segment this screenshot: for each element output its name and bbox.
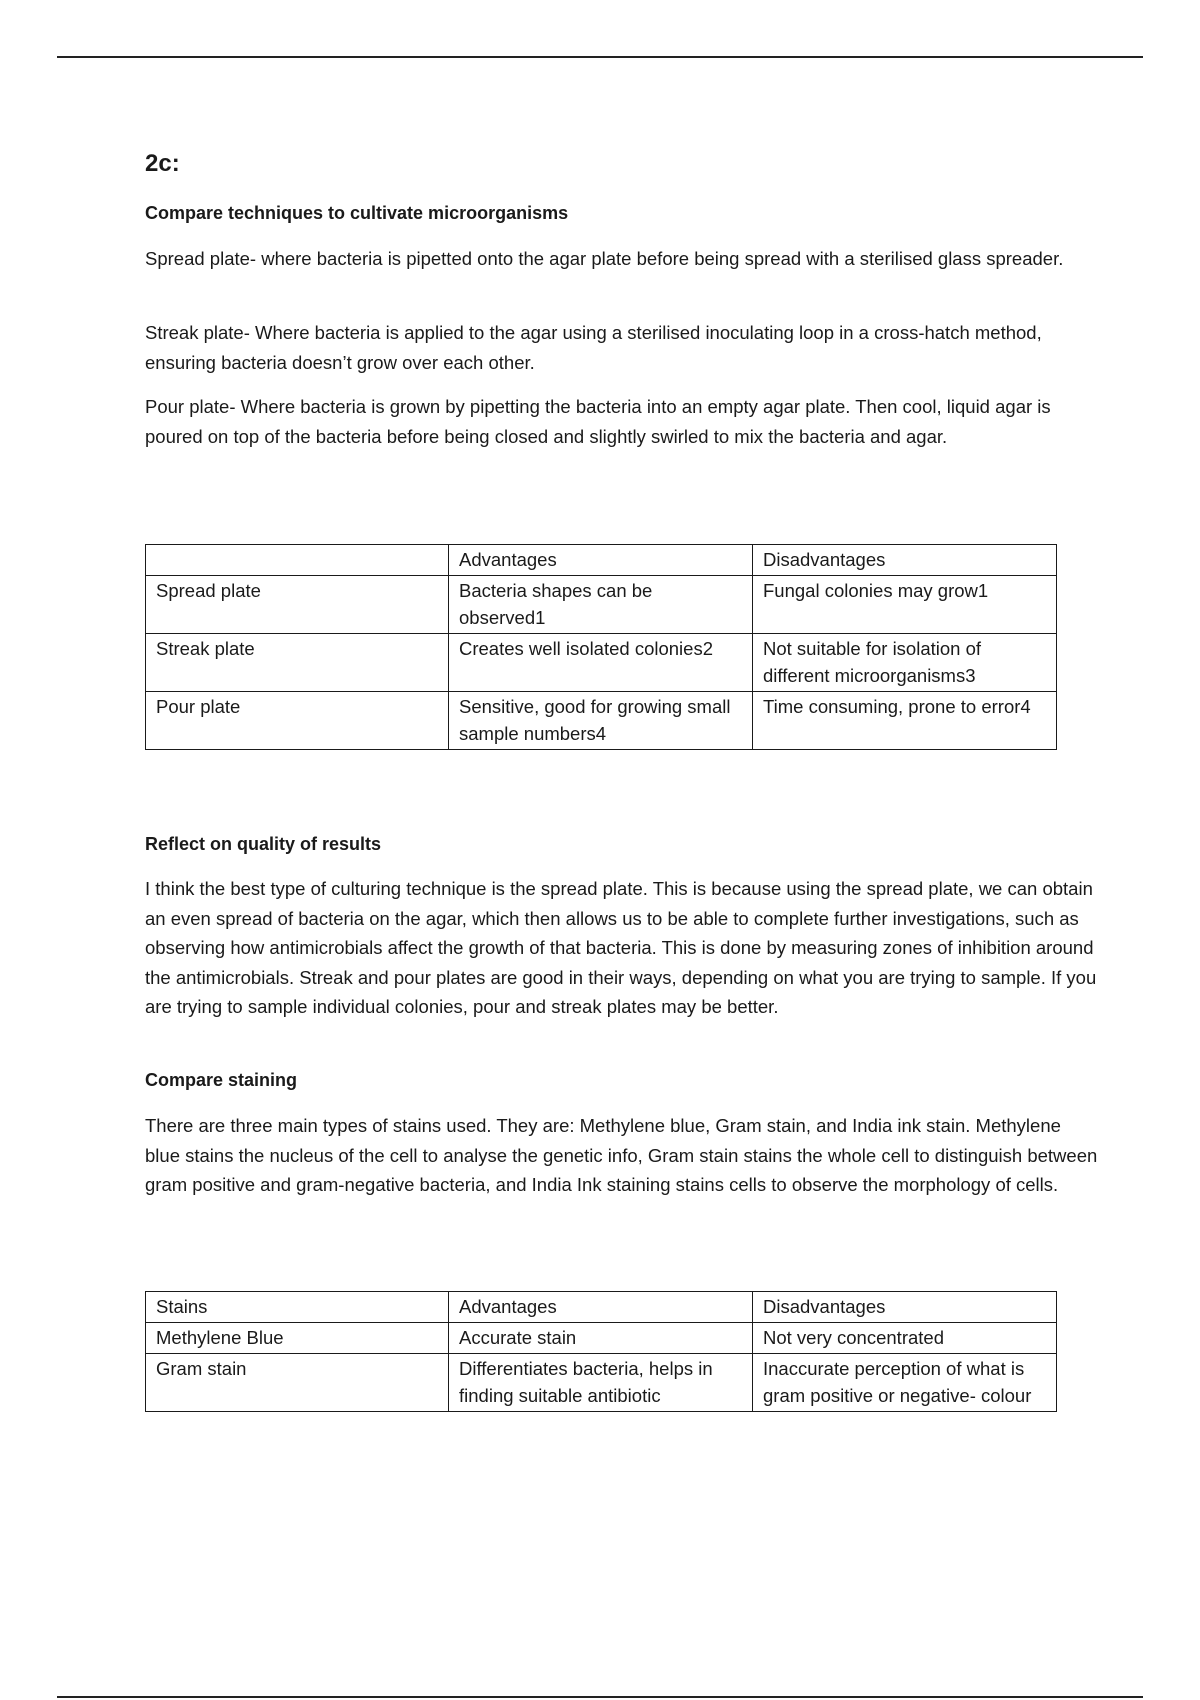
table-row: [146, 1354, 1057, 1412]
table-row: [146, 1323, 1057, 1354]
table-cell: Time consuming, prone to error4: [753, 692, 1057, 750]
reflect-paragraph: I think the best type of culturing technique is the spread plate. This is because using the spread plate, we can obtain an even spread of bacteria on the agar, which then allows us to be able to complete further investigations, such as observing how antimicrobials affect the growth of that bacteria. This is done by measuring zones of inhibition around the antimicrobials. Streak and pour plates are good in their ways, depending on what you are trying to sample. If you are trying to sample individual colonies, pour and streak plates may be better.: [145, 878, 1097, 1017]
table-header-cell: Disadvantages: [753, 545, 1057, 576]
streak-plate-paragraph: Streak plate- Where bacteria is applied to the agar using a sterilised inoculating loop in a cross-hatch method, ensuring bacteria doesn’t grow over each other.: [145, 322, 1042, 373]
table-cell: Sensitive, good for growing small sample numbers4: [449, 692, 753, 750]
table-cell: Gram stain: [146, 1354, 449, 1412]
table-cell: Pour plate: [146, 692, 449, 750]
table-cell: Fungal colonies may grow1: [753, 576, 1057, 634]
staining-subheading: Compare staining: [145, 1070, 298, 1090]
table-header-cell: Advantages: [449, 1292, 753, 1323]
table-header-row: [146, 1292, 1057, 1323]
table-cell: Not suitable for isolation of different microorganisms3: [753, 634, 1057, 692]
table-header-cell: [146, 545, 449, 576]
table-cell: Inaccurate perception of what is gram positive or negative- colour: [753, 1354, 1057, 1412]
staining-table: [145, 1291, 1057, 1412]
section-heading: 2c:: [145, 150, 180, 177]
table-cell: Streak plate: [146, 634, 449, 692]
table-header-cell: Disadvantages: [753, 1292, 1057, 1323]
table-row: [146, 692, 1057, 750]
table-cell: Differentiates bacteria, helps in finding suitable antibiotic: [449, 1354, 753, 1412]
reflect-subheading: Reflect on quality of results: [145, 834, 382, 854]
staining-paragraph: There are three main types of stains used. They are: Methylene blue, Gram stain, and India ink stain. Methylene blue stains the nucleus of the cell to analyse the genetic info, Gram stain stains the whole cell to distinguish between gram positive and gram-negative bacteria, and India Ink staining stains cells to observe the morphology of cells.: [145, 1115, 1098, 1195]
spread-plate-paragraph: Spread plate- where bacteria is pipetted onto the agar plate before being spread with a sterilised glass spreader.: [145, 248, 1064, 269]
table-header-cell: Advantages: [449, 545, 753, 576]
table-cell: Creates well isolated colonies2: [449, 634, 753, 692]
cultivation-subheading: Compare techniques to cultivate microorganisms: [145, 203, 569, 223]
table-row: [146, 634, 1057, 692]
table-header-row: [146, 545, 1057, 576]
table-cell: Methylene Blue: [146, 1323, 449, 1354]
cultivation-table: [145, 544, 1057, 750]
table-header-cell: Stains: [146, 1292, 449, 1323]
footer-rule: [57, 1696, 1143, 1698]
table-cell: Spread plate: [146, 576, 449, 634]
table-row: [146, 576, 1057, 634]
table-cell: Accurate stain: [449, 1323, 753, 1354]
header-rule: [57, 56, 1143, 58]
pour-plate-paragraph: Pour plate- Where bacteria is grown by pipetting the bacteria into an empty agar plate. Then cool, liquid agar is poured on top of the bacteria before being closed and slightly swirled to mix the bacteria and agar.: [145, 396, 1051, 447]
table-cell: Not very concentrated: [753, 1323, 1057, 1354]
table-cell: Bacteria shapes can be observed1: [449, 576, 753, 634]
